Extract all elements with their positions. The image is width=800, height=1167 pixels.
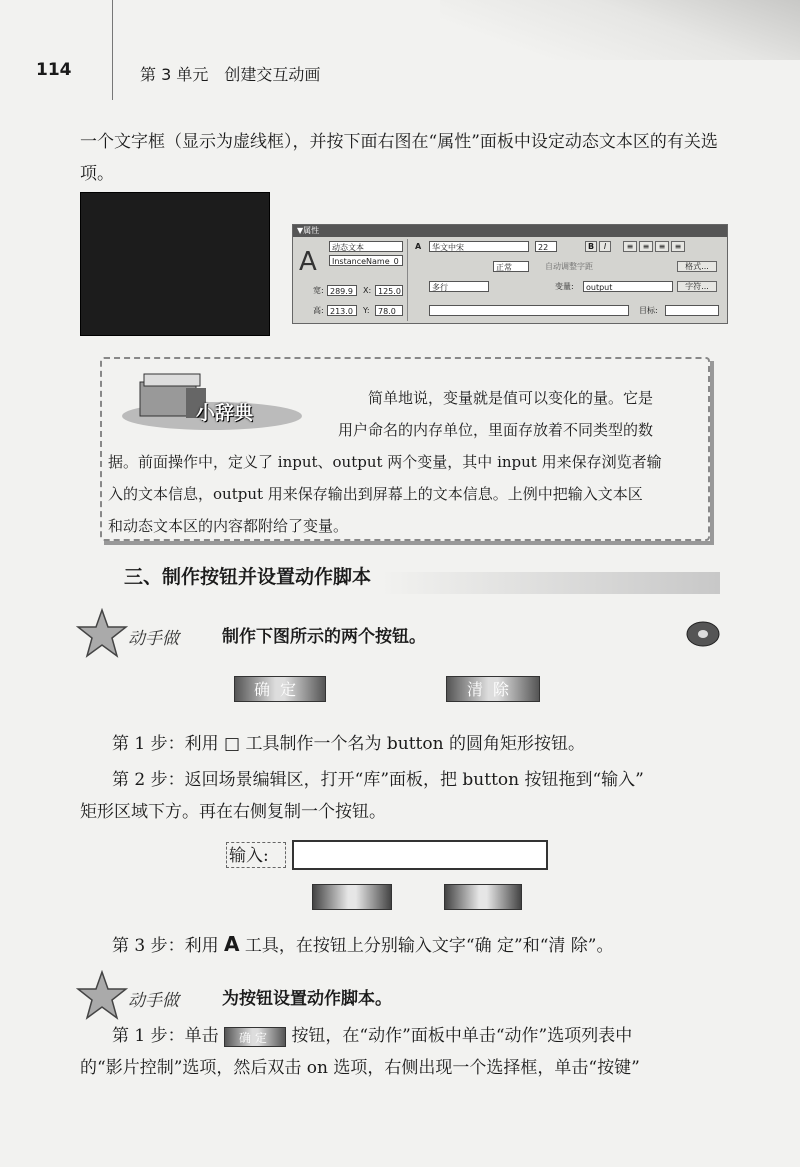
dictionary-line-4: 入的文本信息，output 用来保存输出到屏幕上的文本信息。上例中把输入文本区: [108, 485, 643, 503]
activity1-step2-line2: 矩形区域下方。再在右侧复制一个按钮。: [80, 802, 386, 822]
text-tool-a-icon: A: [224, 932, 240, 956]
url-input[interactable]: [429, 305, 629, 316]
variable-input[interactable]: output: [583, 281, 673, 292]
height-input[interactable]: 213.0: [327, 305, 357, 316]
ok-button-demo: 确定: [234, 676, 326, 702]
star-icon-2: [76, 970, 128, 1022]
line-type-select[interactable]: 多行: [429, 281, 489, 292]
target-select[interactable]: [665, 305, 719, 316]
align-justify-icon[interactable]: ≡: [671, 241, 685, 252]
properties-panel: [292, 224, 728, 324]
activity1-step1: 第 1 步：利用 □ 工具制作一个名为 button 的圆角矩形按钮。: [112, 734, 585, 754]
font-size-input[interactable]: 22: [535, 241, 557, 252]
bold-button[interactable]: B: [585, 241, 597, 252]
panel-title: ▼属性: [293, 225, 727, 237]
height-label: 高:: [313, 306, 324, 315]
panel-divider: [407, 239, 408, 321]
align-left-icon[interactable]: ≡: [623, 241, 637, 252]
dictionary-line-2: 用户命名的内存单位，里面存放着不同类型的数: [338, 421, 654, 439]
star-icon: [76, 608, 128, 660]
dictionary-line-3: 据。前面操作中，定义了 input、output 两个变量，其中 input 用来保存浏览者输: [108, 453, 662, 471]
dictionary-line-5: 和动态文本区的内容都附给了变量。: [108, 517, 349, 535]
cd-icon: [686, 620, 720, 648]
text-tool-icon: A: [299, 247, 317, 277]
input-text-field[interactable]: [292, 840, 548, 870]
activity2-tag: 动手做: [128, 991, 179, 1011]
page-number: 114: [36, 60, 72, 80]
style-select[interactable]: 正常: [493, 261, 529, 272]
font-icon: A: [415, 242, 422, 251]
auto-kern-label: 自动调整字距: [545, 262, 593, 271]
section-band: [380, 572, 720, 594]
inline-ok-button: 确定: [224, 1027, 286, 1047]
font-select[interactable]: 华文中宋: [429, 241, 529, 252]
activity2-step1-prefix: 第 1 步：单击: [112, 1026, 219, 1046]
blank-button-left: [312, 884, 392, 910]
y-input[interactable]: 78.0: [375, 305, 403, 316]
format-button[interactable]: 格式...: [677, 261, 717, 272]
activity2-title: 为按钮设置动作脚本。: [222, 989, 392, 1009]
target-label: 目标:: [639, 306, 658, 315]
dictionary-label: 小辞典: [196, 402, 254, 424]
corner-decoration: [440, 0, 800, 60]
activity1-step3: [112, 928, 614, 962]
activity1-title: 制作下图所示的两个按钮。: [222, 627, 426, 647]
activity1-step2-line1: 第 2 步：返回场景编辑区，打开“库”面板，把 button 按钮拖到“输入”: [112, 770, 644, 790]
step3-prefix: 第 3 步：利用: [112, 936, 219, 956]
step3-suffix: 工具，在按钮上分别输入文字“确 定”和“清 除”。: [244, 936, 614, 956]
text-type-select[interactable]: 动态文本: [329, 241, 403, 252]
intro-paragraph: 一个文字框（显示为虚线框），并按下面右图在“属性”面板中设定动态文本区的有关选项。: [80, 132, 718, 184]
align-center-icon[interactable]: ≡: [639, 241, 653, 252]
input-label: 输入:: [226, 842, 286, 868]
italic-button[interactable]: I: [599, 241, 611, 252]
header-divider: [112, 0, 113, 100]
section-title: 三、制作按钮并设置动作脚本: [124, 566, 372, 588]
width-label: 宽:: [313, 286, 324, 295]
align-right-icon[interactable]: ≡: [655, 241, 669, 252]
activity2-step1-suffix: 按钮，在“动作”面板中单击“动作”选项列表中: [291, 1026, 633, 1046]
variable-label: 变量:: [555, 282, 574, 291]
chars-button[interactable]: 字符...: [677, 281, 717, 292]
dictionary-line-1: 简单地说，变量就是值可以变化的量。它是: [368, 389, 654, 407]
y-label: Y:: [363, 306, 370, 315]
clear-button-demo: 清除: [446, 676, 540, 702]
width-input[interactable]: 289.9: [327, 285, 357, 296]
instance-name-input[interactable]: InstanceName_0: [329, 255, 403, 266]
activity2-step1-line2: 的“影片控制”选项，然后双击 on 选项，右侧出现一个选择框，单击“按键”: [80, 1058, 640, 1078]
blank-button-right: [444, 884, 522, 910]
activity1-tag: 动手做: [128, 629, 179, 649]
x-label: X:: [363, 286, 372, 295]
activity2-step1: [112, 1020, 632, 1052]
unit-title: 第 3 单元 创建交互动画: [140, 65, 321, 84]
x-input[interactable]: 125.0: [375, 285, 403, 296]
dynamic-text-preview: [80, 192, 270, 336]
